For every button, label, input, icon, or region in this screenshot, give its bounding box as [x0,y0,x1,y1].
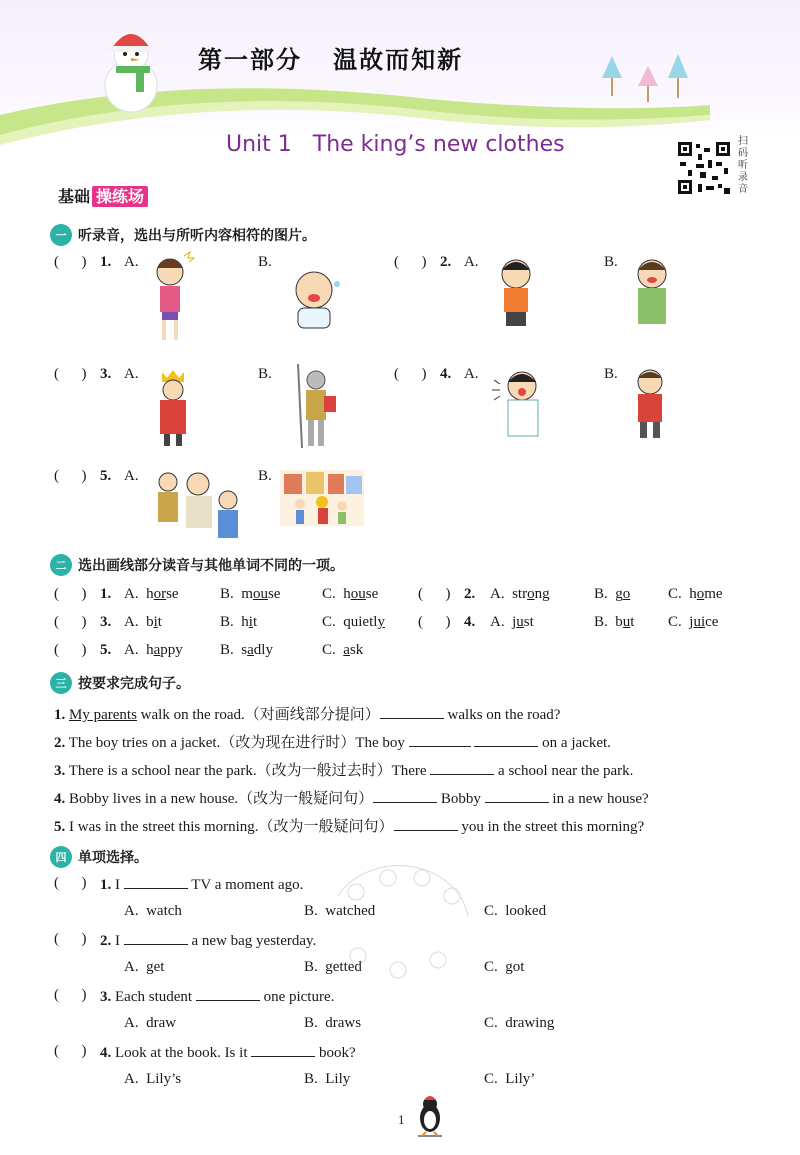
section-prefix: 基础 [58,187,91,206]
answer-paren[interactable]: ( ) [54,875,87,891]
exercise-number-badge: 一 [50,224,72,246]
exercise-number-badge: 四 [50,846,72,868]
answer-paren[interactable]: ( ) [418,614,451,630]
people-laughing-picture [150,470,244,540]
sentence-3: 3. There is a school near the park.（改为一般过去时）There a school near the park. [54,763,634,779]
choice-b: B. watched [304,903,376,919]
choice-c: C. Lily’ [484,1071,536,1087]
choice-a: A. get [124,959,165,975]
answer-paren[interactable]: ( ) [418,586,451,602]
word-option-c: C. home [668,586,723,602]
option-b-label: B. [258,366,272,382]
answer-blank[interactable] [124,931,188,945]
answer-paren[interactable]: ( ) [394,254,427,270]
penguin-skater-icon [410,1092,450,1140]
sentence-2: 2. The boy tries on a jacket.（改为现在进行时）The boy on a jacket. [54,735,611,751]
option-b-label: B. [604,366,618,382]
answer-paren[interactable]: ( ) [394,366,427,382]
answer-paren[interactable]: ( ) [54,642,87,658]
answer-blank[interactable] [380,705,444,719]
answer-blank[interactable] [251,1043,315,1057]
word-option-a: A. just [490,614,534,630]
answer-blank[interactable] [409,733,471,747]
answer-blank[interactable] [373,789,437,803]
question-stem: 3. Each student one picture. [100,989,335,1005]
option-a-label: A. [464,254,479,270]
choice-b: B. Lily [304,1071,351,1087]
answer-blank[interactable] [474,733,538,747]
item-number: 3. [100,614,112,630]
boy-happy-picture [492,254,542,328]
sentence-5: 5. I was in the street this morning.（改为一般疑问句） you in the street this morning? [54,819,645,835]
sentence-1: 1. My parents walk on the road.（对画线部分提问） walks on the road? [54,707,561,723]
part-title: 第一部分 温故而知新 [198,46,464,74]
question-stem: 4. Look at the book. Is it book? [100,1045,356,1061]
item-number: 2. [464,586,476,602]
exercise-number-badge: 二 [50,554,72,576]
boy-crying-picture [626,254,680,328]
word-option-a: A. bit [124,614,162,630]
choice-a: A. Lily’s [124,1071,182,1087]
answer-blank[interactable] [430,761,494,775]
exercise-title: 按要求完成句子。 [78,676,190,692]
word-option-c: C. ask [322,642,364,658]
exercise-title: 单项选择。 [78,850,148,866]
watermark-stamp [318,856,478,986]
item-number: 2. [440,254,452,270]
qr-label: 扫码听录音 [738,136,748,195]
word-option-b: B. sadly [220,642,273,658]
word-option-a: A. horse [124,586,179,602]
option-a-label: A. [464,366,479,382]
item-number: 4. [440,366,452,382]
girl-scared-picture [142,250,202,346]
answer-blank[interactable] [124,875,188,889]
baby-crying-picture [282,268,352,334]
answer-paren[interactable]: ( ) [54,1043,87,1059]
soldier-picture [290,362,340,450]
section-header [58,184,148,207]
page-number: 1 [398,1112,405,1127]
option-b-label: B. [604,254,618,270]
choice-b: B. getted [304,959,362,975]
word-option-c: C. juice [668,614,719,630]
choice-a: A. draw [124,1015,177,1031]
item-number: 4. [464,614,476,630]
word-option-b: B. hit [220,614,258,630]
boy-shouting-picture [488,366,550,440]
word-option-b: B. but [594,614,635,630]
answer-blank[interactable] [485,789,549,803]
word-option-c: C. quietly [322,614,385,630]
answer-paren[interactable]: ( ) [54,614,87,630]
choice-c: C. drawing [484,1015,555,1031]
answer-paren[interactable]: ( ) [54,987,87,1003]
answer-blank[interactable] [394,817,458,831]
question-stem: 1. I TV a moment ago. [100,877,304,893]
option-b-label: B. [258,254,272,270]
item-number: 3. [100,366,112,382]
option-a-label: A. [124,254,139,270]
answer-paren[interactable]: ( ) [54,366,87,382]
snowman-icon [96,18,166,118]
qr-code-icon[interactable] [676,140,732,196]
word-option-c: C. house [322,586,379,602]
choice-b: B. draws [304,1015,362,1031]
word-option-a: A. strong [490,586,550,602]
section-highlight: 操练场 [92,186,148,207]
exercise-number-badge: 三 [50,672,72,694]
option-a-label: A. [124,366,139,382]
answer-paren[interactable]: ( ) [54,254,87,270]
unit-title: Unit 1 The king’s new clothes [226,132,565,157]
exercise-2-header [50,554,344,576]
choice-a: A. watch [124,903,182,919]
answer-paren[interactable]: ( ) [54,468,87,484]
exercise-1-header [50,224,316,246]
answer-paren[interactable]: ( ) [54,931,87,947]
sentence-4: 4. Bobby lives in a new house.（改为一般疑问句） Bobby in a new house? [54,791,649,807]
item-number: 5. [100,468,112,484]
word-option-a: A. happy [124,642,183,658]
answer-blank[interactable] [196,987,260,1001]
exercise-title: 听录音，选出与所听内容相符的图片。 [78,228,316,244]
question-stem: 2. I a new bag yesterday. [100,933,317,949]
choice-c: C. looked [484,903,547,919]
option-b-label: B. [258,468,272,484]
word-option-b: B. mouse [220,586,281,602]
king-picture [150,364,196,448]
item-number: 1. [100,254,112,270]
choice-c: C. got [484,959,525,975]
exercise-4-header [50,846,148,868]
street-parade-picture [280,470,364,526]
trees-icon [600,52,690,104]
item-number: 1. [100,586,112,602]
exercise-title: 选出画线部分读音与其他单词不同的一项。 [78,558,344,574]
boy-coughing-picture [628,366,674,440]
answer-paren[interactable]: ( ) [54,586,87,602]
option-a-label: A. [124,468,139,484]
item-number: 5. [100,642,112,658]
exercise-3-header [50,672,190,694]
word-option-b: B. go [594,586,631,602]
